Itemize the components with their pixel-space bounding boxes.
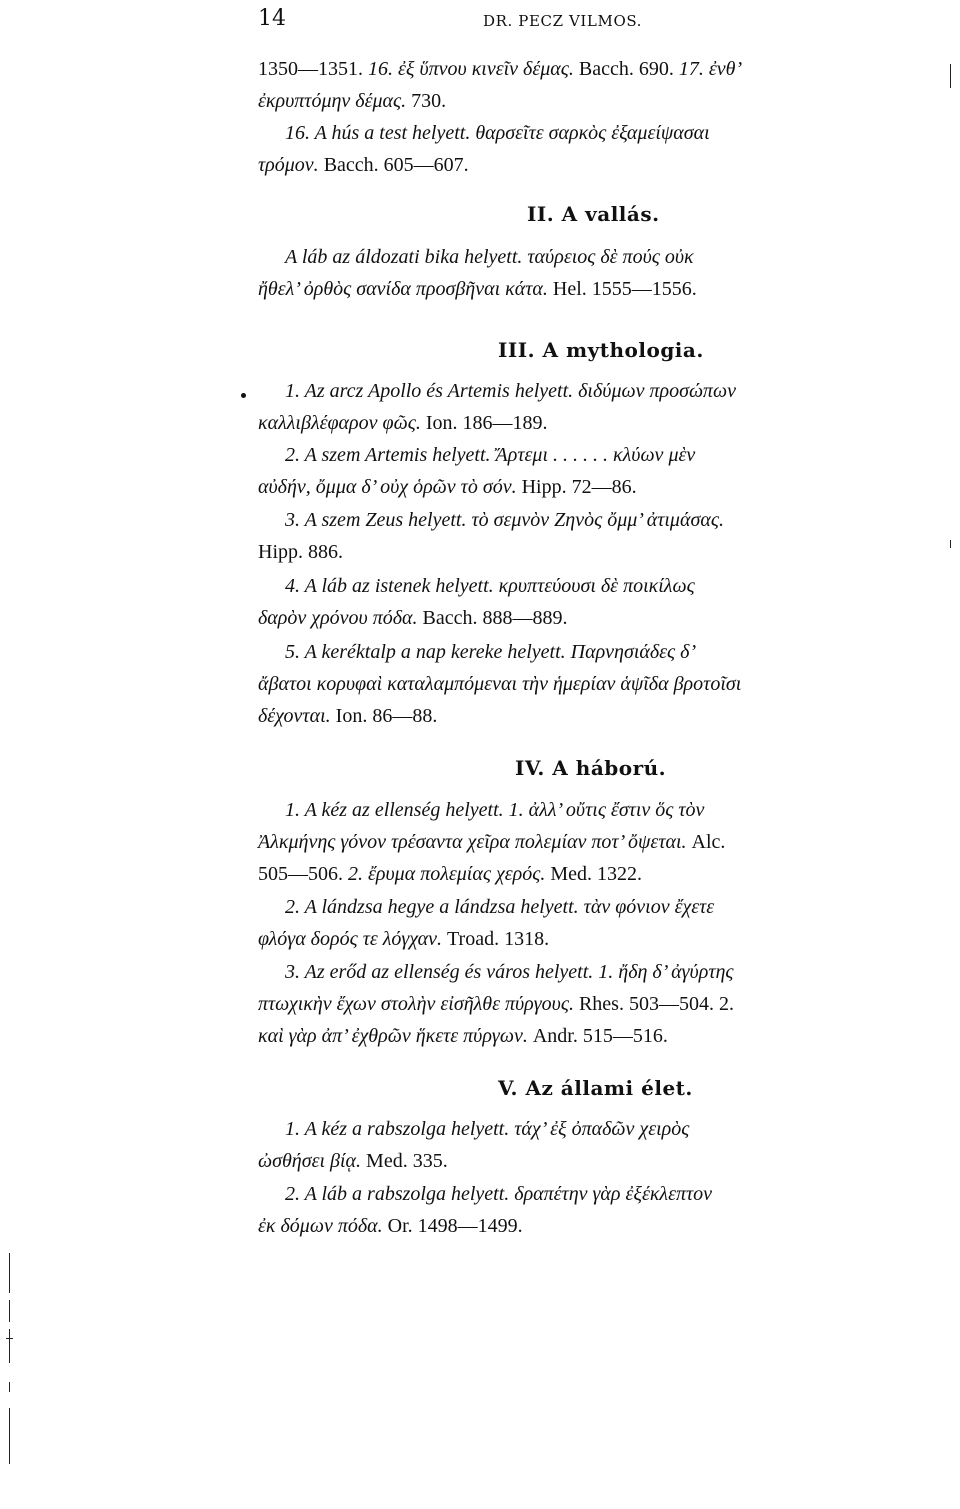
greek-quote: δέχονται.: [258, 705, 336, 727]
text-line: [285, 1180, 712, 1208]
greek-quote: τὰν φόνιον ἔχετε: [583, 896, 715, 918]
greek-quote: ἀλλ’ οὔτις ἔστιν ὅς τὸν: [528, 799, 705, 821]
greek-quote: ὠσθήσει βίᾳ.: [258, 1150, 367, 1172]
reference-text: Rhes. 503—504. 2.: [578, 993, 734, 1015]
greek-quote: τρόμον.: [258, 154, 324, 176]
greek-quote: φλόγα δορός τε λόγχαν.: [258, 928, 448, 950]
text-line: [258, 925, 549, 953]
greek-quote: Παρνησιάδες δ’: [570, 641, 697, 663]
text-line: [258, 604, 568, 632]
text-line: [258, 1147, 448, 1175]
reference-text: Bacch. 888—889.: [422, 607, 568, 629]
greek-quote: αὐδήν, ὄμμα δ’ οὐχ ὁρῶν τὸ σόν.: [258, 476, 522, 498]
italic-text: 2. A szem Artemis helyett.: [285, 444, 496, 466]
greek-quote: ἐξ ὕπνου κινεῖν δέμας.: [398, 58, 579, 80]
text-line: [285, 506, 724, 534]
italic-text: 16.: [368, 58, 398, 80]
greek-quote: δαρὸν χρόνου πόδα.: [258, 607, 423, 629]
text-line: [285, 377, 736, 405]
reference-text: Med. 335.: [366, 1150, 448, 1172]
reference-text: 1350—1351.: [258, 58, 368, 80]
text-line: [285, 893, 714, 921]
greek-quote: καὶ γὰρ ἀπ’ ἐχθρῶν ἥκετε πύργων.: [258, 1025, 533, 1047]
scan-margin-mark: [9, 1408, 10, 1464]
text-line: [258, 409, 548, 437]
greek-quote: Ἀλκμήνης γόνον τρέσαντα χεῖρα πολεμίαν ποτ’ ὄψεται.: [258, 831, 692, 853]
greek-quote: ἐκρυπτόμην δέμας.: [258, 90, 412, 112]
scan-margin-mark: [9, 1300, 10, 1322]
italic-text: 5. A keréktalp a nap kereke helyett.: [285, 641, 571, 663]
text-line: [258, 670, 741, 698]
scan-margin-mark: [9, 1329, 10, 1363]
text-line: [258, 702, 437, 730]
section-heading: V. Az állami élet.: [498, 1076, 693, 1100]
text-line: [285, 243, 694, 271]
stray-dot-mark: [241, 393, 246, 398]
italic-text: 17.: [678, 58, 709, 80]
greek-quote: διδύμων προσώπων: [578, 380, 736, 402]
text-line: [258, 151, 469, 179]
page-header: [0, 6, 960, 34]
reference-text: Med. 1322.: [550, 863, 643, 885]
italic-text: 16. A hús a test helyett.: [285, 122, 476, 144]
reference-text: Bacch. 690.: [578, 58, 679, 80]
greek-quote: ἐκ δόμων πόδα.: [258, 1215, 388, 1237]
reference-text: Ion. 186—189.: [425, 412, 548, 434]
italic-text: A láb az áldozati bika helyett.: [285, 246, 528, 268]
reference-text: 505—506.: [258, 863, 348, 885]
text-line: [285, 1115, 689, 1143]
reference-text: Troad. 1318.: [447, 928, 550, 950]
greek-quote: τάχ’ ἐξ ὀπαδῶν χειρὸς: [514, 1118, 690, 1140]
italic-text: 1. A kéz a rabszolga helyett.: [285, 1118, 515, 1140]
greek-quote: τὸ σεμνὸν Ζηνὸς ὄμμ’ ἀτιμάσας.: [471, 509, 724, 531]
text-line: [258, 87, 446, 115]
greek-quote: καλλιβλέφαρον φῶς.: [258, 412, 426, 434]
section-heading: IV. A háború.: [515, 756, 667, 780]
text-line: [258, 275, 697, 303]
text-line: [258, 473, 637, 501]
greek-quote: ταύρειος δὲ πούς οὐκ: [527, 246, 694, 268]
text-line: [258, 538, 343, 566]
greek-quote: δραπέτην γὰρ ἐξέκλεπτον: [514, 1183, 713, 1205]
text-line: [258, 990, 734, 1018]
running-title: DR. PECZ VILMOS.: [483, 12, 643, 30]
greek-quote: ἔρυμα πολεμίας χερός.: [368, 863, 551, 885]
scan-margin-mark: [9, 1253, 10, 1293]
italic-text: 1. A kéz az ellenség helyett. 1.: [285, 799, 529, 821]
text-line: [258, 55, 742, 83]
greek-quote: θαρσεῖτε σαρκὸς ἐξαμείψασαι: [475, 122, 710, 144]
text-line: [285, 796, 704, 824]
greek-quote: ἄβατοι κορυφαὶ καταλαμπόμεναι τὴν ἡμερίαν ἁψῖδα βροτοῖσι: [258, 673, 742, 695]
italic-text: 1. Az arcz Apollo és Artemis helyett.: [285, 380, 579, 402]
italic-text: 4. A láb az istenek helyett.: [285, 575, 499, 597]
text-line: [285, 958, 734, 986]
scan-margin-mark: [950, 540, 951, 548]
section-heading: II. A vallás.: [527, 202, 660, 226]
text-line: [285, 441, 695, 469]
greek-quote: Ἄρτεμι . . . . . . κλύων μὲν: [495, 444, 696, 466]
reference-text: Andr. 515—516.: [532, 1025, 668, 1047]
text-line: [285, 572, 695, 600]
greek-quote: κρυπτεύουσι δὲ ποικίλως: [498, 575, 695, 597]
text-line: [285, 638, 696, 666]
reference-text: Hipp. 886.: [258, 541, 343, 563]
reference-text: Hel. 1555—1556.: [552, 278, 697, 300]
greek-quote: ἤδη δ’ ἀγύρτης: [618, 961, 734, 983]
text-line: [258, 1212, 523, 1240]
italic-text: 2.: [348, 863, 368, 885]
text-line: [285, 119, 710, 147]
scan-margin-mark: [9, 1382, 10, 1392]
italic-text: 3. Az erőd az ellenség és város helyett. 1.: [285, 961, 619, 983]
scan-margin-mark: [6, 1338, 13, 1339]
italic-text: 2. A lándzsa hegye a lándzsa helyett.: [285, 896, 584, 918]
reference-text: Ion. 86—88.: [335, 705, 438, 727]
text-line: [258, 860, 642, 888]
scan-margin-mark: [950, 64, 951, 88]
reference-text: 730.: [411, 90, 447, 112]
section-heading: III. A mythologia.: [498, 338, 704, 362]
greek-quote: ἤθελ’ ὀρθὸς σανίδα προσβῆναι κάτα.: [258, 278, 553, 300]
greek-quote: ἐνθ’: [708, 58, 743, 80]
reference-text: Or. 1498—1499.: [387, 1215, 523, 1237]
reference-text: Alc.: [691, 831, 726, 853]
page-number: 14: [258, 6, 286, 31]
text-line: [258, 1022, 668, 1050]
text-line: [258, 828, 725, 856]
reference-text: Bacch. 605—607.: [323, 154, 469, 176]
greek-quote: πτωχικὴν ἔχων στολὴν εἰσῆλθε πύργους.: [258, 993, 579, 1015]
italic-text: 3. A szem Zeus helyett.: [285, 509, 472, 531]
reference-text: Hipp. 72—86.: [521, 476, 637, 498]
italic-text: 2. A láb a rabszolga helyett.: [285, 1183, 515, 1205]
